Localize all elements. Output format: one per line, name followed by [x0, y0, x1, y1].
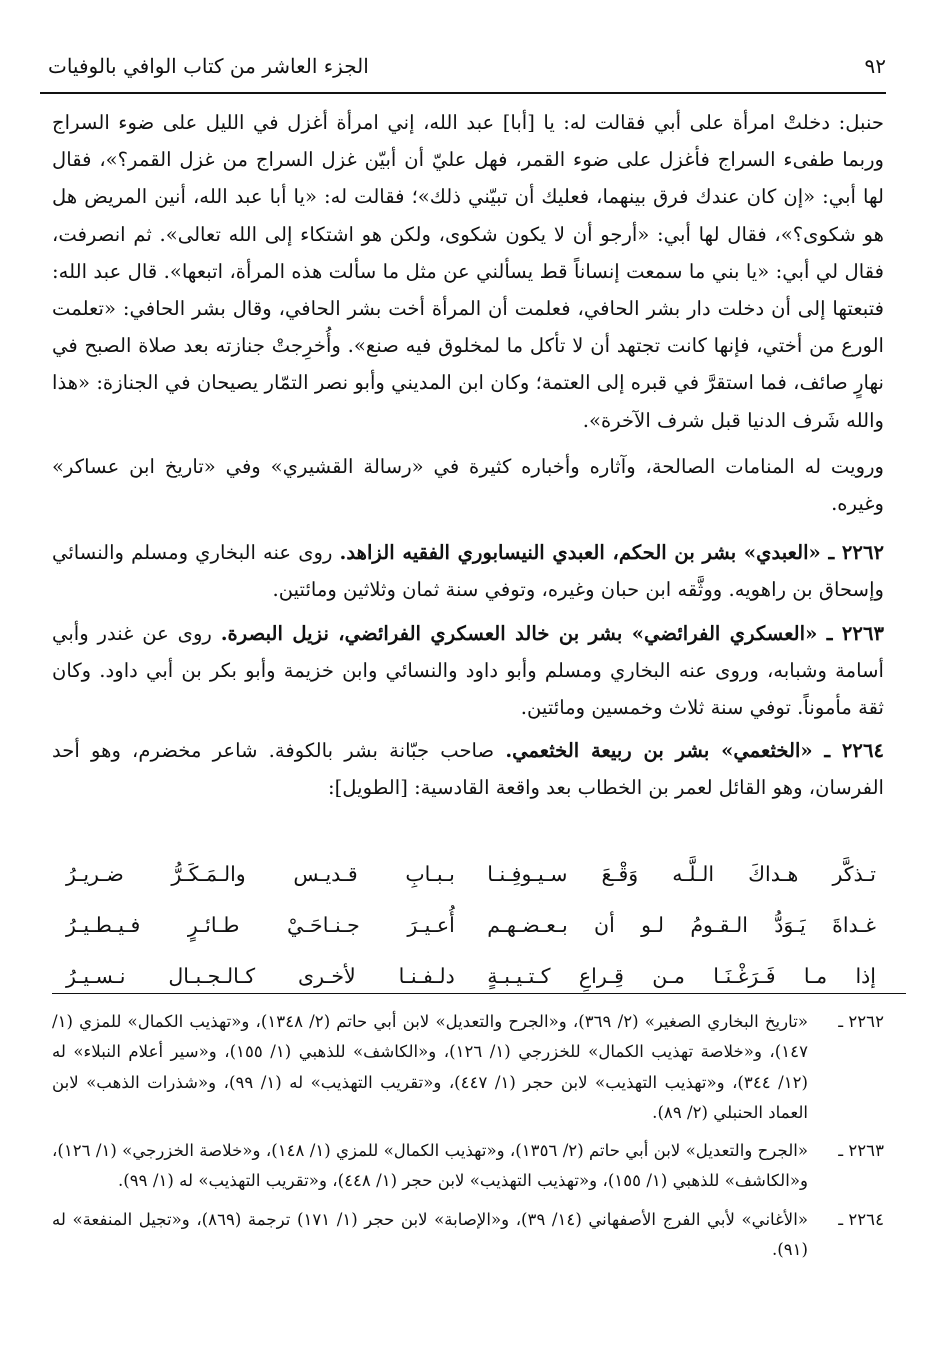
poem-verse: [66, 899, 876, 950]
entry-2262: [52, 534, 884, 608]
footnote-rule: [52, 993, 906, 994]
footnote-number: ٢٢٦٢ ـ: [838, 1012, 884, 1031]
page-number: ٩٢: [864, 54, 886, 78]
footnote-number: ٢٢٦٣ ـ: [838, 1141, 884, 1161]
entry-2263: [52, 615, 884, 727]
intro-paragraph: حنبل: دخلتْ امرأة على أبي فقالت له: يا [أبا] عبد الله، إني امرأة أغزل في الليل على ضوء السراج وربما طفىء السراج فأغزل على ضوء القمر، فهل عليّ أن أبيّن غزل السراج من غزل القمر؟»، فقال لها أبي: «إن كان عندك فرق بينهما، فعليك أن تبيّني ذلك»؛ فقالت له: «يا أبا عبد الله، أنين المريض هل هو شكوى؟»، فقال لها أبي: «أرجو أن لا يكون شكوى، ولكن هو اشتكاء إلى الله تعالى». ثم انصرفت، فقال لي أبي: «يا بني ما سمعت إنساناً قط يسألني عن مثل ما سألت هذه المرأة، اتبعها». قال عبد الله: فتبعتها إلى أن دخلت دار بشر الحافي، فعلمت أن المرأة أخت بشر الحافي، وقال بشر الحافي: «تعلمت الورع من أختي، فإنها كانت تجتهد أن لا تأكل ما لمخلوق فيه صنع». وأُخرِجتْ جنازته بعد صلاة الصبح في نهارٍ صائف، فما استقرَّ في قبره إلى العتمة؛ وكان ابن المديني وأبو نصر التمّار يصيحان في الجنازة: «هذا والله شَرف الدنيا قبل شرف الآخرة».: [52, 111, 884, 432]
footnote-text: «الجرح والتعديل» لابن أبي حاتم (٢/ ١٣٥٦)، و«تهذيب الكمال» للمزي (١/ ١٤٨)، و«خلاصة الخزرجي» (١/ ١٢٦)، و«الكاشف» للذهبي (١/ ١٥٥)، و«تهذيب التهذيب» لابن حجر (١/ ٤٤٨)، و«تقريب التهذيب» له (١/ ٩٩).: [52, 1141, 809, 1191]
main-text: [52, 104, 884, 813]
header-rule: [40, 92, 886, 94]
entry-heading: ٢٢٦٢ ـ «العبدي» بشر بن الحكم، العبدي النيسابوري الفقيه الزاهد.: [339, 541, 884, 565]
footnote-text: «تاريخ البخاري الصغير» (٢/ ٣٦٩)، و«الجرح والتعديل» لابن أبي حاتم (٢/ ١٣٤٨)، و«تهذيب الكمال» للمزي (١/ ١٤٧)، و«خلاصة تهذيب الكمال» للخزرجي (١/ ١٢٦)، و«الكاشف» للذهبي (١/ ١٥٥)، و«سير أعلام النبلاء» له (١٢/ ٣٤٤)، و«تهذيب التهذيب» لابن حجر (١/ ٤٤٧)، و«تقريب التهذيب» له (١/ ٩٩)، و«شذرات الذهب» لابن العماد الحنبلي (٢/ ٨٩).: [52, 1012, 809, 1122]
footnote-number: ٢٢٦٤ ـ: [838, 1209, 884, 1229]
verse-second-hemistich: أُعـيـرَ جـنـاحَـيْ طـائـرٍ فـيـطـيـرُ: [66, 912, 455, 937]
page-header: [48, 40, 886, 78]
entry-heading: ٢٢٦٤ ـ «الخثعمي» بشر بن ربيعة الخثعمي.: [505, 739, 885, 763]
reports-paragraph: ورويت له المنامات الصالحة، وآثاره وأخباره كثيرة في «رسالة القشيري» وفي «تاريخ ابن عساكر» وغيره.: [52, 454, 884, 516]
entry-heading: ٢٢٦٣ ـ «العسكري الفرائضي» بشر بن خالد العسكري الفرائضي، نزيل البصرة.: [220, 621, 884, 645]
footnote-2264: [52, 1205, 884, 1266]
footnotes: [52, 1007, 884, 1273]
poem: [66, 848, 876, 1001]
entry-2264: [52, 732, 884, 806]
footnote-2262: [52, 1007, 884, 1128]
poem-verse: [66, 848, 876, 899]
verse-first-hemistich: إذا مـا فَـرَغْـنَـا مـن قِـراعِ كـتـيـبـةٍ: [487, 963, 876, 988]
footnote-2263: [52, 1136, 884, 1197]
entry-text: روى عن غندر وأبي أسامة وشبابه، وروى عنه البخاري ومسلم وأبو داود والنسائي وابن خزيمة وأبو بكر بن أبي داود. وكان ثقة مأموناً. توفي سنة ثلاث وخمسين ومائتين.: [52, 621, 884, 720]
verse-second-hemistich: بـبـابِ قـديـس والـمَـكَـرُّ ضـريـرُ: [66, 861, 455, 886]
entry-text: روى عنه البخاري ومسلم والنسائي وإسحاق بن راهويه. ووثَّقه ابن حبان وغيره، وتوفي سنة ثمان وثلاثين ومائتين.: [52, 541, 884, 602]
footnote-text: «الأغاني» لأبي الفرج الأصفهاني (١٤/ ٣٩)، و«الإصابة» لابن حجر (١/ ١٧١) ترجمة (٨٦٩)، و«تجيل المنفعة» له (٩١).: [52, 1209, 809, 1260]
running-title: الجزء العاشر من كتاب الوافي بالوفيات: [48, 54, 369, 78]
verse-second-hemistich: دلـفـنـا لأخـرى كـالـجـبـال نـسـيـرُ: [66, 963, 455, 988]
verse-first-hemistich: تـذكَّر هـداكَ الـلَّـه وَقْـعَ سـيـوفِـنـا: [487, 861, 876, 886]
entry-text: صاحب جبّانة بشر بالكوفة. شاعر مخضرم، وهو أحد الفرسان، وهو القائل لعمر بن الخطاب بعد واقعة القادسية: [الطويل]:: [52, 739, 884, 800]
verse-first-hemistich: غـداةَ يَـوَدُّ الـقـومُ لـو أن بـعـضـهـم: [487, 912, 876, 937]
